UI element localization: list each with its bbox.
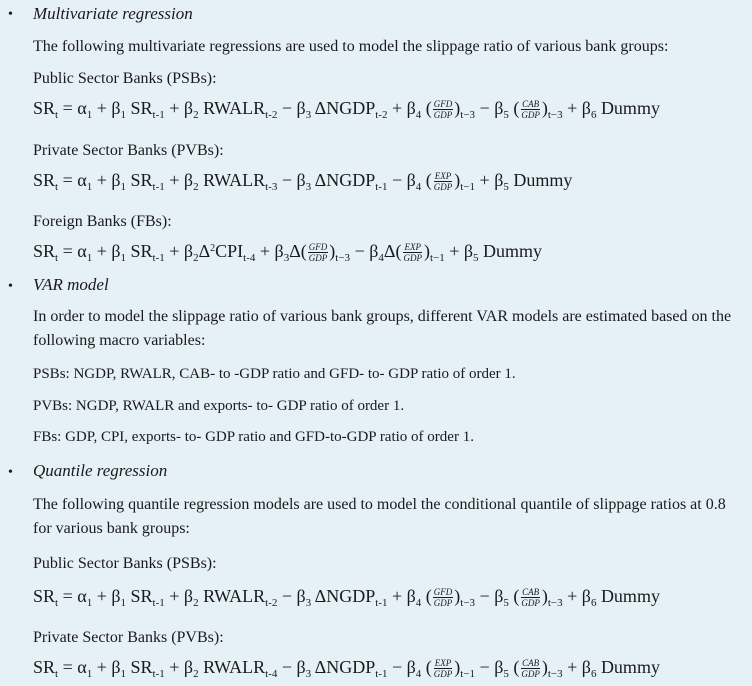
fraction-cab-gdp: $\frac{\text{CAB}}{\text{GDP}}$ <box>521 587 540 609</box>
multivariate-intro: The following multivariate regressions are used to model the slippage ratio of various bank groups: <box>33 38 669 55</box>
equation-pvbs-multivariate: $SR_t = \alpha_1 + \beta_1$ $SR_{t-1} + \beta_2$ $RWALR_{t-3} - \beta_3$ $\Delta NGDP_{t-1} - \beta_4$ ( $\frac{\text{EXP}}{\text{GDP}}$ )$_{t-1} + \beta_5$ Dummy <box>33 170 573 193</box>
equation-fbs-multivariate: $SR_t = \alpha_1 + \beta_1$ $SR_{t-1} + \beta_2\Delta^2CPI_{t-4} + \beta_3\Delta$( $\frac{\text{GFD}}{\text{GDP}}$ )$_{t-3} - \beta_4\Delta$( $\frac{\text{EXP}}{\text{GDP}}$ )$_{t-1} + \beta_5$ Dummy <box>33 241 543 264</box>
equation-pvbs-quantile: $SR_t = \alpha_1 + \beta_1$ $SR_{t-1} + \beta_2$ $RWALR_{t-4} - \beta_3$ $\Delta NGDP_{t-1} - \beta_4$ ( $\frac{\text{EXP}}{\text{GDP}}$ )$_{t-1} - \beta_5$ ( $\frac{\text{CAB}}{\text{GDP}}$ )$_{t-3} + \beta_6$ Dummy <box>33 657 660 680</box>
var-line-psbs: PSBs: NGDP, RWALR, CAB- to -GDP ratio and GFD- to- GDP ratio of order 1. <box>33 366 516 382</box>
group-label-pvbs-quantile: Private Sector Banks (PVBs): <box>33 629 224 646</box>
fraction-exp-gdp: $\frac{\text{EXP}}{\text{GDP}}$ <box>403 242 422 264</box>
heading-quantile-regression: Quantile regression <box>33 461 168 480</box>
fraction-cab-gdp: $\frac{\text{CAB}}{\text{GDP}}$ <box>521 658 540 680</box>
var-model-intro: In order to model the slippage ratio of various bank groups, different VAR models are estimated based on the following macro variables: <box>33 308 732 349</box>
var-line-fbs: FBs: GDP, CPI, exports- to- GDP ratio and GFD-to-GDP ratio of order 1. <box>33 429 474 445</box>
fraction-exp-gdp: $\frac{\text{EXP}}{\text{GDP}}$ <box>433 658 453 680</box>
group-label-pvbs-multivariate: Private Sector Banks (PVBs): <box>33 142 224 159</box>
quantile-intro: The following quantile regression models are used to model the conditional quantile of slippage ratios at 0.8 for various bank groups: <box>33 496 726 537</box>
bullet-var-model: • <box>8 279 13 294</box>
var-line-pvbs: PVBs: NGDP, RWALR and exports- to- GDP ratio of order 1. <box>33 398 405 414</box>
heading-multivariate-regression: Multivariate regression <box>33 4 193 23</box>
heading-var-model: VAR model <box>33 275 109 294</box>
fraction-cab-gdp: $\frac{\text{CAB}}{\text{GDP}}$ <box>521 99 540 121</box>
fraction-gfd-gdp: $\frac{\text{GFD}}{\text{GDP}}$ <box>433 587 453 609</box>
equation-psbs-quantile: $SR_t = \alpha_1 + \beta_1$ $SR_{t-1} + \beta_2$ $RWALR_{t-2} - \beta_3$ $\Delta NGDP_{t-1} + \beta_4$ ( $\frac{\text{GFD}}{\text{GDP}}$ )$_{t-3} - \beta_5$ ( $\frac{\text{CAB}}{\text{GDP}}$ )$_{t-3} + \beta_6$ Dummy <box>33 586 660 609</box>
group-label-psbs-multivariate: Public Sector Banks (PSBs): <box>33 70 217 87</box>
bullet-quantile: • <box>8 465 13 480</box>
equation-psbs-multivariate: $SR_t = \alpha_1 + \beta_1$ $SR_{t-1} + \beta_2$ $RWALR_{t-2} - \beta_3$ $\Delta NGDP_{t-2} + \beta_4$ ( $\frac{\text{GFD}}{\text{GDP}}$ )$_{t-3} - \beta_5$ ( $\frac{\text{CAB}}{\text{GDP}}$ )$_{t-3} + \beta_6$ Dummy <box>33 98 660 121</box>
fraction-gfd-gdp: $\frac{\text{GFD}}{\text{GDP}}$ <box>308 242 328 264</box>
group-label-fbs-multivariate: Foreign Banks (FBs): <box>33 213 172 230</box>
bullet-multivariate: • <box>8 7 13 22</box>
group-label-psbs-quantile: Public Sector Banks (PSBs): <box>33 555 217 572</box>
fraction-exp-gdp: $\frac{\text{EXP}}{\text{GDP}}$ <box>433 171 453 193</box>
fraction-gfd-gdp: $\frac{\text{GFD}}{\text{GDP}}$ <box>433 99 453 121</box>
